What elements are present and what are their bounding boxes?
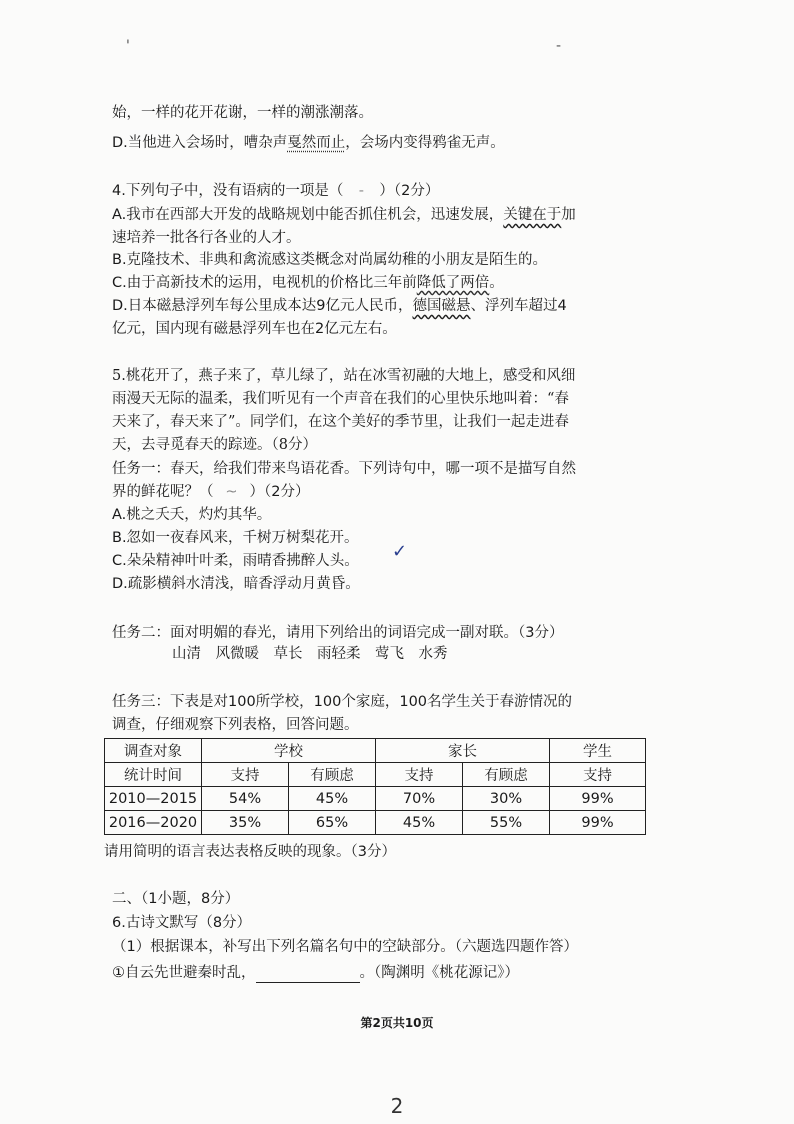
text-segment: 、浮列车超过4 [470, 298, 567, 314]
task-3-question: 请用简明的语言表达表格反映的现象。（3分） [104, 844, 396, 860]
table-cell: 家长 [376, 739, 550, 763]
text-segment: A.我市在西部大开发的战略规划中能否抓住机会，迅速发展， [112, 207, 504, 223]
table-cell: 调查对象 [105, 739, 202, 763]
text-segment: C.由于高新技术的运用，电视机的价格比三年前 [112, 275, 417, 291]
task-3-line: 任务三：下表是对100所学校，100个家庭，100名学生关于春游情况的 [112, 694, 573, 710]
question-4-stem [112, 181, 439, 201]
task-1-option-d: D.疏影横斜水清浅，暗香浮动月黄昏。 [112, 576, 360, 592]
table-cell: 99% [550, 787, 646, 811]
task-1-option-b: B.忽如一夜春风来，千树万树梨花开。 [112, 530, 359, 546]
text-line: 始，一样的花开花谢，一样的潮涨潮落。 [112, 105, 373, 121]
table-header-row [105, 763, 646, 787]
table-cell: 30% [463, 787, 550, 811]
text-line: 亿元，国内现有磁悬浮列车也在2亿元左右。 [112, 321, 397, 337]
table-cell: 学校 [202, 739, 376, 763]
text-segment: 4.下列句子中，没有语病的一项是（ [112, 183, 344, 199]
table-row [105, 787, 646, 811]
table-header-row [105, 739, 646, 763]
page-footer: 第2页共10页 [360, 1016, 434, 1030]
marked-phrase: 德国磁悬 [412, 298, 471, 314]
question-5-line: 天，去寻觅春天的踪迹。（8分） [112, 437, 317, 453]
table-cell: 35% [202, 811, 289, 835]
answer-mark: - [358, 183, 364, 199]
table-cell: 99% [550, 811, 646, 835]
table-cell: 有顾虑 [463, 763, 550, 787]
option-d-line [112, 133, 505, 153]
table-cell: 45% [289, 787, 376, 811]
question-5-line: 5.桃花开了，燕子来了，草儿绿了，站在冰雪初融的大地上，感受和风细 [112, 368, 576, 384]
text-segment: 界的鲜花呢？（ [112, 484, 214, 500]
question-5-line: 雨漫天无际的温柔，我们听见有一个声音在我们的心里快乐地叫着：“春 [112, 391, 569, 407]
question-4-option-a [112, 205, 576, 225]
table-cell: 2016—2020 [105, 811, 202, 835]
text-segment: ）（2分） [379, 183, 440, 199]
table-cell: 支持 [376, 763, 463, 787]
check-mark-icon: ✓ [392, 541, 408, 562]
table-cell: 学生 [550, 739, 646, 763]
text-segment: 。 [489, 275, 504, 291]
question-4-option-c [112, 273, 504, 293]
answer-blank[interactable] [256, 968, 360, 983]
couplet-words: 山清 风微暖 草长 雨轻柔 莺飞 水秀 [172, 646, 448, 662]
task-1-option-a: A.桃之夭夭，灼灼其华。 [112, 507, 272, 523]
task-2-line: 任务二：面对明媚的春光，请用下列给出的词语完成一副对联。（3分） [112, 625, 564, 641]
task-1-line: 任务一：春天，给我们带来鸟语花香。下列诗句中，哪一项不是描写自然 [112, 461, 576, 477]
question-6-heading: 6.古诗文默写（8分） [112, 915, 252, 931]
table-cell: 45% [376, 811, 463, 835]
marked-phrase: 降低了两倍 [416, 275, 490, 291]
marked-phrase: 关键在于 [503, 207, 562, 223]
scan-mark-right: - [556, 38, 562, 54]
table-cell: 支持 [550, 763, 646, 787]
text-segment: D.日本磁悬浮列车每公里成本达9亿元人民币， [112, 298, 413, 314]
table-row [105, 811, 646, 835]
question-5-line: 天来了，春天来了”。同学们，在这个美好的季节里，让我们一起走进春 [112, 414, 569, 430]
task-1-option-c: C.朵朵精神叶叶柔，雨晴香拂醉人头。 [112, 553, 359, 569]
section-2-heading: 二、（1小题，8分） [112, 891, 240, 907]
text-segment: ，会场内变得鸦雀无声。 [345, 135, 505, 151]
text-segment: ）（2分） [249, 484, 310, 500]
task-3-line: 调查，仔细观察下列表格，回答问题。 [112, 717, 359, 733]
table-cell: 65% [289, 811, 376, 835]
table-cell: 70% [376, 787, 463, 811]
question-4-option-d [112, 296, 567, 316]
text-line: 速培养一批各行各业的人才。 [112, 230, 301, 246]
marked-phrase: 戛然而止 [287, 135, 346, 151]
text-segment: 。（陶渊明《桃花源记》） [359, 965, 519, 981]
question-6-item-1 [112, 963, 519, 983]
table-cell: 2010—2015 [105, 787, 202, 811]
task-1-line [112, 482, 309, 502]
question-6-instruction: （1）根据课本，补写出下列名篇名句中的空缺部分。（六题选四题作答） [112, 939, 578, 955]
table-cell: 统计时间 [105, 763, 202, 787]
scan-mark-left: ' [126, 38, 130, 54]
table-cell: 有顾虑 [289, 763, 376, 787]
question-4-option-b: B.克隆技术、非典和禽流感这类概念对尚属幼稚的小朋友是陌生的。 [112, 252, 548, 268]
survey-table [104, 738, 646, 835]
answer-mark: ~ [225, 484, 238, 500]
table-cell: 54% [202, 787, 289, 811]
page-number: 2 [390, 1094, 404, 1118]
table-cell: 55% [463, 811, 550, 835]
text-segment: ①自云先世避秦时乱， [112, 965, 256, 981]
text-segment: D.当他进入会场时，嘈杂声 [112, 135, 288, 151]
text-segment: 加 [561, 207, 576, 223]
table-cell: 支持 [202, 763, 289, 787]
